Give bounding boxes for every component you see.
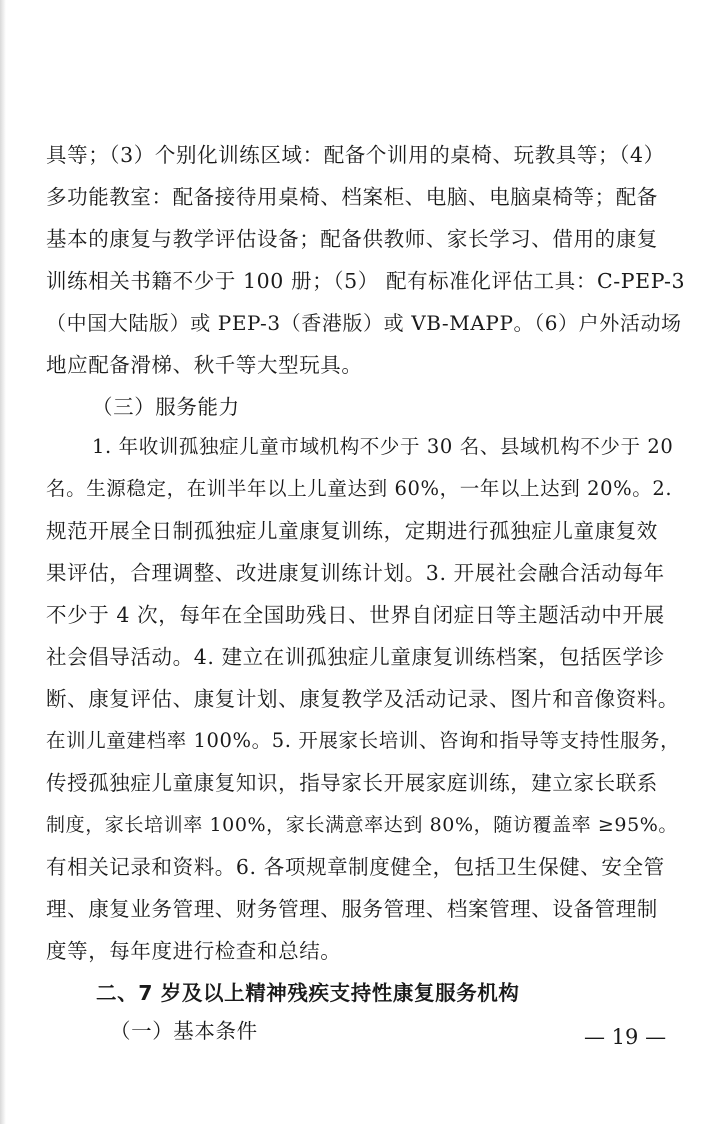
body-line: 名。生源稳定，在训半年以上儿童达到 60%，一年以上达到 20%。2. — [46, 477, 673, 500]
body-line: 规范开展全日制孤独症儿童康复训练，定期进行孤独症儿童康复效 — [46, 519, 658, 543]
body-line: 不少于 4 次，每年在全国助残日、世界自闭症日等主题活动中开展 — [46, 603, 665, 627]
body-line: 有相关记录和资料。6. 各项规章制度健全，包括卫生保健、安全管 — [46, 855, 665, 879]
body-line: 基本的康复与教学评估设备；配备供教师、家长学习、借用的康复 — [46, 227, 658, 251]
body-line: 果评估，合理调整、改进康复训练计划。3. 开展社会融合活动每年 — [46, 561, 665, 585]
body-line: 具等；（3）个别化训练区域：配备个训用的桌椅、玩教具等；（4） — [46, 143, 665, 167]
section-heading-service-capacity: （三）服务能力 — [92, 395, 240, 419]
page-number: — 19 — — [584, 1025, 667, 1049]
body-line: 传授孤独症儿童康复知识，指导家长开展家庭训练，建立家长联系 — [46, 771, 658, 795]
body-line: 制度，家长培训率 100%，家长满意率达到 80%，随访覆盖率 ≥95%。 — [46, 814, 679, 836]
body-line: 训练相关书籍不少于 100 册；（5） 配有标准化评估工具：C-PEP-3 — [46, 269, 686, 293]
body-line: 社会倡导活动。4. 建立在训孤独症儿童康复训练档案，包括医学诊 — [46, 645, 665, 669]
body-line: 理、康复业务管理、财务管理、服务管理、档案管理、设备管理制 — [46, 897, 658, 921]
page-edge-shadow — [0, 0, 6, 1124]
body-line: 1. 年收训孤独症儿童市域机构不少于 30 名、县域机构不少于 20 — [92, 435, 674, 458]
body-line: 断、康复评估、康复计划、康复教学及活动记录、图片和音像资料。 — [46, 687, 679, 711]
body-line: 多功能教室：配备接待用桌椅、档案柜、电脑、电脑桌椅等；配备 — [46, 185, 658, 209]
subsection-heading-basic-conditions: （一）基本条件 — [110, 1019, 258, 1043]
body-line: 度等，每年度进行检查和总结。 — [46, 939, 342, 963]
body-line: （中国大陆版）或 PEP-3（香港版）或 VB-MAPP。（6）户外活动场 — [46, 311, 682, 335]
section-heading-level-2: 二、7 岁及以上精神残疾支持性康复服务机构 — [96, 981, 520, 1005]
body-line: 地应配备滑梯、秋千等大型玩具。 — [46, 353, 363, 377]
body-line: 在训儿童建档率 100%。5. 开展家长培训、咨询和指导等支持性服务， — [46, 729, 681, 752]
